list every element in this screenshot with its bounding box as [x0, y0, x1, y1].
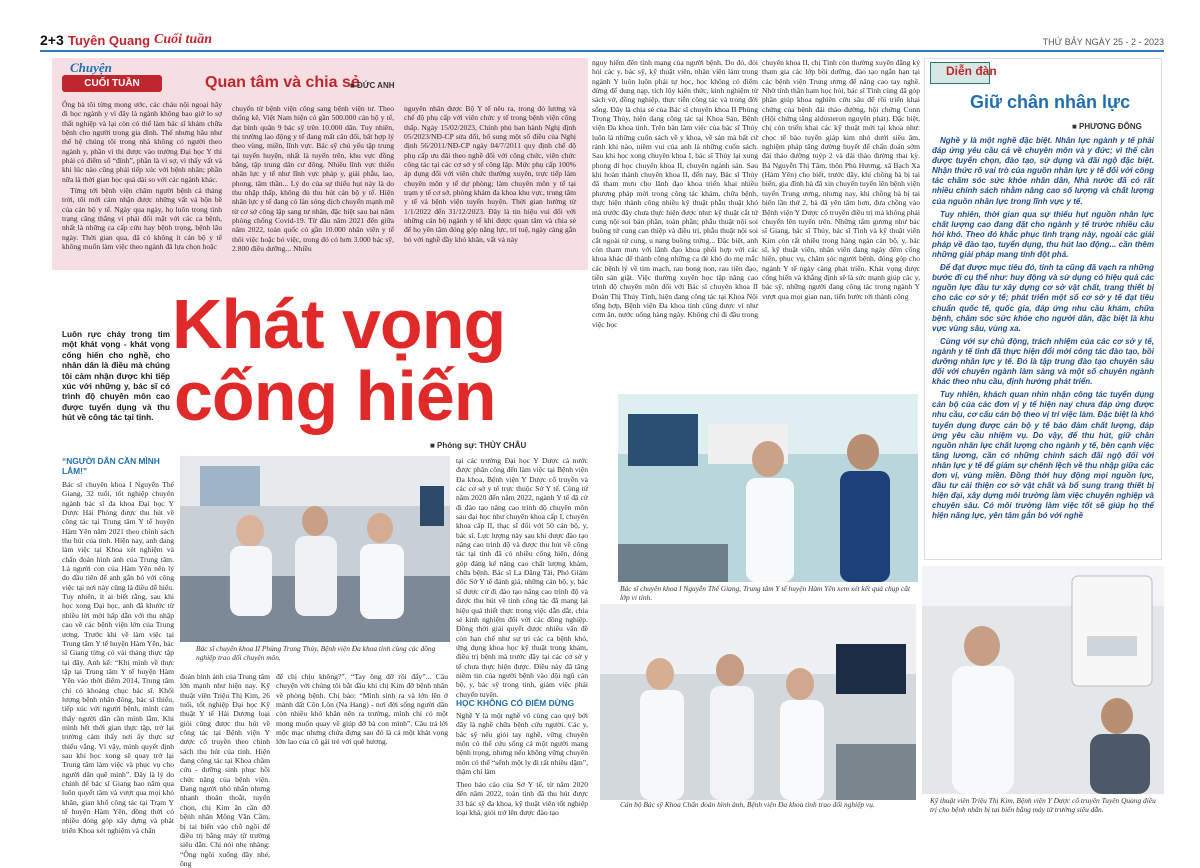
article-text-2: đoán hình ảnh của Trung tâm lớn mạnh như hiện nay. Kỹ thuật viên Triệu Thị Kim, 26 tuổi, tốt nghiệp Đại học Kỹ thuật Y tế Hải Dương loại giỏi cũng được thu hút về công tác tại Bệnh viện Y dược cổ truyền theo chính sách thu hút của tỉnh. Hiện đang công tác tại Khoa chăm cứu - dưỡng sinh phục hồi chức năng của bệnh viện. Đang người nhỏ nhắn nhưng nhanh thoăn thoắt, tuyển chọn, chị Kim ân cần đỡ bệnh nhân Mông Văn Cầm, bị tai biến vào chỗ ngồi để điều trị bằng máy từ trường siêu dẫn. Chị nói nhẹ nhàng: “Ông ngồi xuống đây nhé, ông — [180, 672, 270, 868]
paper-brand: Tuyên Quang — [68, 33, 151, 48]
headline-line-1: Khát vọng — [172, 285, 506, 363]
article-text-4: tại các trường Đại học Y Dược cả nước được phân công đến làm việc tại Bệnh viện Đa khoa, Bệnh viện Y Dược cổ truyền và các cơ sở y tế trực thuộc Sở Y tế. Cùng từ năm 2020 đến năm 2022, ngành Y tế đã cử đi đào tạo nâng cao trình độ chuyên môn sau đại học như chuyên khoa cấp I, chuyên khoa cấp II, thạc sĩ đối với 50 cán bộ, y, bác sĩ. Lực lượng này sau khi được đào tạo nâng cao trình độ và được thu hút về công tác tại tỉnh đã có nhiều cống hiến, đóng góp đáng kể nâng cao chất lượng khám, chữa bệnh. Bác sĩ La Đăng Tài, Phó Giám đốc Sở Y tế đánh giá, những cán bộ, y, bác sĩ được cử đi đào tạo nâng cao trình độ và được thu hút về tỉnh công tác đã mang lại hiệu quả thiết thực trong việc dẫn dắt, chia sẻ kinh nghiệm đối với các đồng nghiệp. Đồng thời giải quyết được nhiều vấn đề còn hạn chế như sự trì các ca bệnh khó, ứng dụng khoa học kỹ thuật trong khám, điều trị bệnh mà trước đây tại các cơ sở y tế chưa thực hiện được. Điều này đã tăng niềm tin của người bệnh vào đội ngũ cán bộ, y, bác sỹ trong tỉnh, giảm việc phải chuyển tuyến. — [456, 456, 588, 699]
caption-3: Cán bộ Bác sỹ Khoa Chẩn đoán hình ảnh, Bệnh viện Đa khoa tỉnh trao đổi nghiệp vụ. — [620, 800, 875, 809]
caption-4: Kỹ thuật viên Triệu Thị Kim, Bệnh viện Y Dược cổ truyền Tuyên Quang điều trị cho bệnh nhân bị tai biến bằng máy từ trường siêu dẫn. — [930, 796, 1156, 814]
column-title: Quan tâm và chia sẻ — [205, 74, 360, 91]
article-byline: ■ Phóng sự: THỦY CHÂU — [430, 441, 527, 450]
page-header — [0, 0, 1200, 52]
column-text-3: nguyên nhân được Bộ Y tế nêu ra, trong đó lương và chế độ phụ cấp với viên chức y tế trong bệnh viện công thấp. Ngày 15/02/2023, Chính phủ ban hành Nghị định 05/2023/NĐ-CP sửa đổi, bổ sung một số điều của Nghị định 56/2011/NĐ-CP ngày 04/7/2011 quy định chế độ phụ cấp ưu đãi theo nghề đối với công chức, viên chức công tác tại các cơ sở y tế công lập. Mức phụ cấp 100% áp dụng đối với viên chức thường xuyên, trực tiếp làm chuyên môn y tế dự phòng; làm chuyên môn y tế tại trạm y tế cơ sở, phòng khám đa khoa khu vực, trung tâm y tế và bệnh viện tuyến huyện. Thời gian hưởng từ 1/1/2022 đến 31/12/2023. Đây là tin hiệu vui đối với những cán bộ ngành y tế khi được quan tâm và chia sẻ để họ yên tâm đóng góp năng lực, trí tuệ, ngày càng gắn bó với nghề đầy khó khăn, vất vả này — [404, 104, 577, 244]
forum-paragraph: Tuy nhiên, khách quan nhìn nhận công tác tuyển dụng cán bộ của các đơn vị y tế hiện nay chưa đáp ứng được nhu cầu, cơ cấu cán bộ theo vị trí việc làm. Đặc biệt là khó tuyển dụng được cán bộ y tế bảo đảm chất lượng, đáp ứng yêu cầu nhiệm vụ. Do vậy, để thu hút, giữ chân nguồn nhân lực chất lượng cho ngành y tế, bên cạnh việc tăng lương, cần có những chính sách đãi ngộ đối với nhân lực y tế để giảm sự chênh lệch về thu nhập giữa các đơn vị, vùng miền. Đồng thời huy động mọi nguồn lực, đầu tư cải thiện cơ sở vật chất và bổ sung trang thiết bị hiện đại, xây dựng môi trường làm việc chuyên nghiệp và chuyên sâu. Có môi trường làm việc tốt sẽ giúp họ thể hiện năng lực, yên tâm gắn bó với nghề — [932, 390, 1154, 521]
paper-brand-sub: Cuối tuần — [154, 32, 212, 47]
article-text-c1: nguy hiểm đến tính mạng của người bệnh. Do đó, đòi hỏi các y, bác sỹ, kỹ thuật viên, nhân viên làm trong ngành Y luôn luôn phải tự học, học không có điểm dừng để dung nạp, tích lũy kiến thức, kinh nghiệm từ sách vở, đồng nghiệp, thực tiễn công tác và trong đời sống. Đây là chia sẻ của Bác sĩ chuyên khoa II Phùng Trọng Thủy, hiện đang công tác tại Khoa Sản, Bệnh viện Đa khoa tỉnh. Trên bàn làm việc của bác sĩ Thủy luôn là những cuốn sách về y khoa, về sản mà bất cứ rảnh khi nào, niềm vui của anh là những cuốn sách. Sau khi học xong chuyên khoa I, bác sĩ Thủy lại xung phong đi học chuyên khoa II, chuyên ngành sản. Sau khi hoàn thành chuyên khoa II, đến nay, Bác sĩ Thủy đã tham mưu cho lãnh đạo khoa triển khai nhiều phương pháp mới trong công tác khám, chữa bệnh, thực hiện thành công nhiều kỹ thuật phẫu thuật khó mà trước đây chưa thực hiện được như: kỹ thuật cắt tử cung nội soi bán phần, toàn phần; phẫu thuật nội soi buồng tử cung can thiệp và điều trị, phẫu thuật nội soi cắt ngoài tử cung, u nang buồng trứng... Đặc biệt, anh còn tham mưu với lãnh đạo khoa phối hợp với các khoa khác để thành công những ca đẻ khó do mẹ mắc các bệnh lý về tim mạch, rau bong non, rau tiền đạo, tiền sản giật. Việc thường xuyên học tập nâng cao trình độ chuyên môn đối với Bác sĩ chuyên khoa II Đoàn Thị Thúy Tình, hiện đang công tác tại Khoa Nội tổng hợp, Bệnh viện Đa khoa tỉnh cũng được ví như cơm ăn, nước uống hàng ngày. Không chỉ đi đầu trong việc học — [592, 58, 758, 329]
photo-doctor-ct-review — [618, 394, 918, 582]
column-text-2: chuyển từ bệnh viện công sang bệnh viện tư. Theo thống kê, Việt Nam hiện có gần 500.000 cán bộ y tế, đạt bình quân 9 bác sỹ trên 10.000 dân. Tuy nhiên, thị trường lao động y tế đang mất cân đối, bất hợp lý theo vùng, miền, lĩnh vực. Bác sỹ chủ yếu tập trung tại tuyến huyện, nhất là tuyến trên, khu vực đồng bằng, tập trung dân cư đông. Nhiều lĩnh vực thiếu nhân lực y tế như lĩnh vực pháp y, giải phẫu, lao, phong, tâm thần... Lý do của sự thiếu hụt này là do thu nhập thấp, không đủ thu hút cán bộ y tế. Hiện nhân lực y tế đang có làn sóng dịch chuyển mạnh mẽ từ cơ sở công lập sang tư nhân, đặc biệt sau hai năm phòng chống Covid-19. Từ đầu năm 2021 đến giữa năm 2022, toàn quốc có gần 10.000 nhân viên y tế thôi việc hoặc bỏ việc, trong đó có hơn 3.000 bác sỹ, 2.800 điều dưỡng... Nhiều — [232, 104, 394, 254]
forum-text — [932, 136, 1154, 554]
column-badge-bottom: CUỐI TUẦN — [62, 75, 162, 92]
column-badge-top: Chuyện — [70, 60, 112, 75]
column-text-1 — [62, 100, 222, 266]
subheading-1: “NGƯỜI DÂN CẦN MÌNH LẮM!” — [62, 456, 160, 476]
forum-title: Giữ chân nhân lực — [970, 92, 1131, 112]
article-text-c2: chuyên khoa II, chị Tình còn thường xuyên đăng ký tham gia các lớp bồi dưỡng, đào tạo ngắn hạn tại các bệnh viện Trung ương để nâng cao tay nghề. Nhờ tính thần ham học hỏi, bác sĩ Tình cùng đã góp phần giúp khoa nghiên cứu sâu để rồi triển khai chứng của bệnh đái tháo đường, hội chứng Conn (Hội chứng tăng aldosteron nguyên phát). Đặc biệt, chị còn triển khai các kỹ thuật mới tại khoa như: chọc tế bào tuyến giáp kim nhỏ dưới siêu âm, nghiệm pháp tăng đường huyết để chẩn đoán sớm đái tháo đường tuýp 2 và đái tháo đường thai kỳ. Bà Nguyễn Thị Tâm, thôn Phù Hương, xã Bạch Xa (Hàm Yên) cho biết, trước đây, khi chồng bà bị tai biến, gia đình bà đã xin chuyển tuyến lên bệnh viện tuyến Trung ương, nhưng nay, khi chồng bà bị tai biến lần thứ 2, bà đã yên tâm hơn, đưa chồng vào Bệnh viện Y Dược cổ truyền điều trị mà không phải chuyển lên tuyến trên. Những tấm gương như bác sĩ Giang, bác sĩ Thủy, bác sĩ Tình và kỹ thuật viên Kim còn rất nhiều trong hàng ngàn cán bộ, y, bác sĩ, kỹ thuật viên, nhân viên đang ngày đêm cống hiến, phục vụ, chăm sóc người bệnh, đóng góp cho ngành Y tế ngày càng phát triển. Khát vọng được cống hiến và khẳng định sẽ là sức mạnh giúp các y, bác sỹ, những người đang công tác trong ngành Y vượt qua mọi gian nan, tiến bước tới thành công — [762, 58, 920, 301]
forum-paragraph: Để đạt được mục tiêu đó, tỉnh ta cũng đã vạch ra những bước đi cụ thể như: huy động và sử dụng có hiệu quả các nguồn lực đầu tư xây dựng cơ sở vật chất, trang thiết bị cho các cơ sở y tế; phát triển một số cơ sở y tế đạt tiêu chuẩn quốc tế, quốc gia, đáp ứng nhu cầu khám, chữa bệnh, chăm sóc sức khỏe cho người dân, đặc biệt là khu vực vùng sâu, vùng xa. — [932, 263, 1154, 333]
photo-therapy-machine — [922, 566, 1164, 794]
article-text-5: Nghề Y là một nghề vô cùng cao quý bởi đây là nghề chữa bệnh cứu người. Các y, bác sỹ nếu giỏi tay nghề, vững chuyên môn có thể cứu sống cả một người mang bệnh trọng, nhưng nếu không vững chuyên môn có thể “sểnh một ly đi rất nhiều dặm”, thậm chí làm — [456, 711, 588, 777]
forum-paragraph: Nghề y là một nghề đặc biệt. Nhân lực ngành y tế phải đáp ứng yêu cầu cả về chuyên môn và y đức; vì thế cần được tuyển chọn, đào tạo, sử dụng và đãi ngộ đặc biệt. Nhận thức rõ vai trò của nguồn nhân lực y tế đối với công tác chăm sóc sức khỏe nhân dân, Nhà nước đã có rất nhiều chính sách nhằm nâng cao số lượng và chất lượng của nguồn nhân lực trong lĩnh vực y tế. — [932, 136, 1154, 206]
photo-doctors-discussion — [180, 456, 450, 642]
column-badge — [62, 60, 166, 94]
page-number: 2+3 — [40, 32, 64, 48]
header-rule — [40, 50, 1164, 52]
article-col-4 — [456, 456, 588, 789]
issue-date: THỨ BẢY NGÀY 25 - 2 - 2023 — [1042, 37, 1164, 47]
column-paragraph: Từng tới bệnh viện chăm người bệnh cả tháng trời, tôi mới cảm nhận được những vất vả bộn bề của cán bộ y tế. Ngày qua ngày, họ luôn trong tình trạng căng thẳng vì phải đối mặt với các ca bệnh, nhất là những ca cấp cứu hay bệnh trọng, bệnh lâu ngày. Thời gian qua, đã có không ít cán bộ y tế không muốn làm việc theo ngành đã lựa chọn hoặc — [62, 186, 222, 252]
column-paragraph: Ông bà tôi từng mong ước, các cháu nội ngoại hãy đi học ngành y vì đây là ngành không bao giờ lo sợ thất nghiệp và lại còn có thể làm bác sĩ khám chữa bệnh cho người trong gia đình. Thế nhưng hầu như thế hệ chúng tôi trong nhà không có người theo ngành y, phần vì thi được vào trường Đại học Y thì phải có điểm số “đỉnh”, phần là vì sợ, vì thấy vất vả khi lúc nào cũng phải tiếp xúc với bệnh nhân; phần nữa là thời gian học quá dài so với các ngành khác. — [62, 100, 222, 184]
article-text-3: để chị chịu không?”. “Tay ông đỡ rồi đấy”... Câu chuyện với chúng tôi bắt đầu khi chị Kim đỡ bệnh nhân về phòng bệnh. Chị bảo: “Mình sinh ra và lớn lên ở mảnh đất Côn Lôn (Na Hang) - nơi đời sống người dân còn nhiều khó khăn nên ra trường, mình chỉ có một mong muốn quay về giúp đỡ bà con mình”. Câu trả lời mộc mạc nhưng chứa đựng sau đó là cả một khát vọng lớn lao của cô gái trẻ với quê hương. — [276, 672, 448, 747]
forum-paragraph: Tuy nhiên, thời gian qua sự thiếu hụt nguồn nhân lực chất lượng cao đang đặt cho ngành y tế trước nhiều câu hỏi khó. Theo đó khắc phục tình trạng này, ngoài các giải pháp về đào tạo, tuyển dụng, thu hút lao động... cần thêm những giải pháp mang tính đột phá. — [932, 209, 1154, 260]
column-author: ■ ĐỨC ANH — [350, 81, 395, 90]
subheading-2: HỌC KHÔNG CÓ ĐIỂM DỪNG — [456, 698, 575, 708]
forum-label: Diễn đàn — [946, 64, 997, 78]
forum-paragraph: Cùng với sự chủ động, trách nhiệm của các cơ sở y tế, ngành y tế tỉnh đã thực hiện đổi mới công tác đào tạo, bồi dưỡng nhân lực y tế. Đó là tập trung đào tạo chuyên sâu đối với chuyên ngành làm sàng và một số chuyên ngành khác theo nhu cầu, định hướng phát triển. — [932, 336, 1154, 387]
caption-1: Bác sĩ chuyên khoa II Phùng Trọng Thủy, Bệnh viện Đa khoa tỉnh cùng các đồng nghiệp trao đổi chuyên môn. — [196, 644, 436, 662]
article-col-1 — [62, 456, 174, 835]
article-text-1: Bác sĩ chuyên khoa I Nguyễn Thế Giang, 32 tuổi, tốt nghiệp chuyên ngành bác sĩ đa khoa Đại học Y Dược Hải Phòng được thu hút về công tác tại Trung tâm Y tế huyện Hàm Yên năm 2021 theo chính sách thu hút của tỉnh. Hiện nay, anh đang làm việc tại Khoa xét nghiệm và chẩn đoán hình ảnh của Trung tâm. Là người con của Hàm Yên nên lý do đầu tiên để anh gắn bó với công việc tại nơi này cũng là điều dễ hiểu. Tuy nhiên, ít ai biết rằng, sau khi học xong Đại học, anh đã khước từ nhiều lời mời hấp dẫn với thu nhập cao về các bệnh viện lớn của Trung ương. Trước khi về làm việc tại Trung tâm Y tế huyện Hàm Yên, bác sĩ Giang từng có vài tháng thực tập tại đây. Anh kể: “Khi mình về thực tập tại Trung tâm Y tế huyện Hàm Yên vào thời điểm 2014, Trung tâm chỉ có khoảng chục bác sĩ. Khối lượng bệnh nhân đông, bác sĩ thiếu, tiếp xúc với người bệnh, mình cảm thấy người dân cần mình lắm. Khi mình hết thời gian thực tập, trở lại trường cảm thấy nơi ấy thực sự thiếu vắng. Vì vậy, mình quyết định sau khi học xong sẽ quay trở lại Trung tâm làm việc và phục vụ cho người dân quê mình”. Đây là lý do chính để bác sĩ Giang bao năm qua luôn quyết tâm và vượt qua mọi khó khăn, gian khổ công tác tại Trạm Y tế huyện Hàm Yên, đồng thời có nhiều đóng góp xây dựng và phát triển Khoa xét nghiệm và chẩn — [62, 480, 174, 835]
forum-author: ■ PHƯƠNG ĐÔNG — [1072, 122, 1142, 131]
photo-imaging-department — [600, 604, 916, 800]
article-text-b1: Theo báo cáo của Sở Y tế, từ năm 2020 đến năm 2022, toàn tỉnh đã thu hút được 33 bác sỹ đa khoa, kỹ thuật viên tốt nghiệp loại khá, giỏi trở lên được đào tạo — [456, 780, 588, 818]
caption-2: Bác sĩ chuyên khoa I Nguyễn Thế Giang, Trung tâm Y tế huyện Hàm Yên xem xét kết quả chụp cắt lớp vi tính. — [620, 584, 911, 602]
headline-line-2: cống hiến — [174, 357, 496, 435]
headline-sapo: Luôn rực cháy trong tim một khát vọng - khát vọng cống hiến cho nghề, cho nhân dân là điều mà chúng tôi cảm nhận được khi tiếp xúc với những y, bác sĩ có trình độ chuyên môn cao được tuyển dụng và thu hút về công tác tại tỉnh. — [62, 330, 170, 423]
